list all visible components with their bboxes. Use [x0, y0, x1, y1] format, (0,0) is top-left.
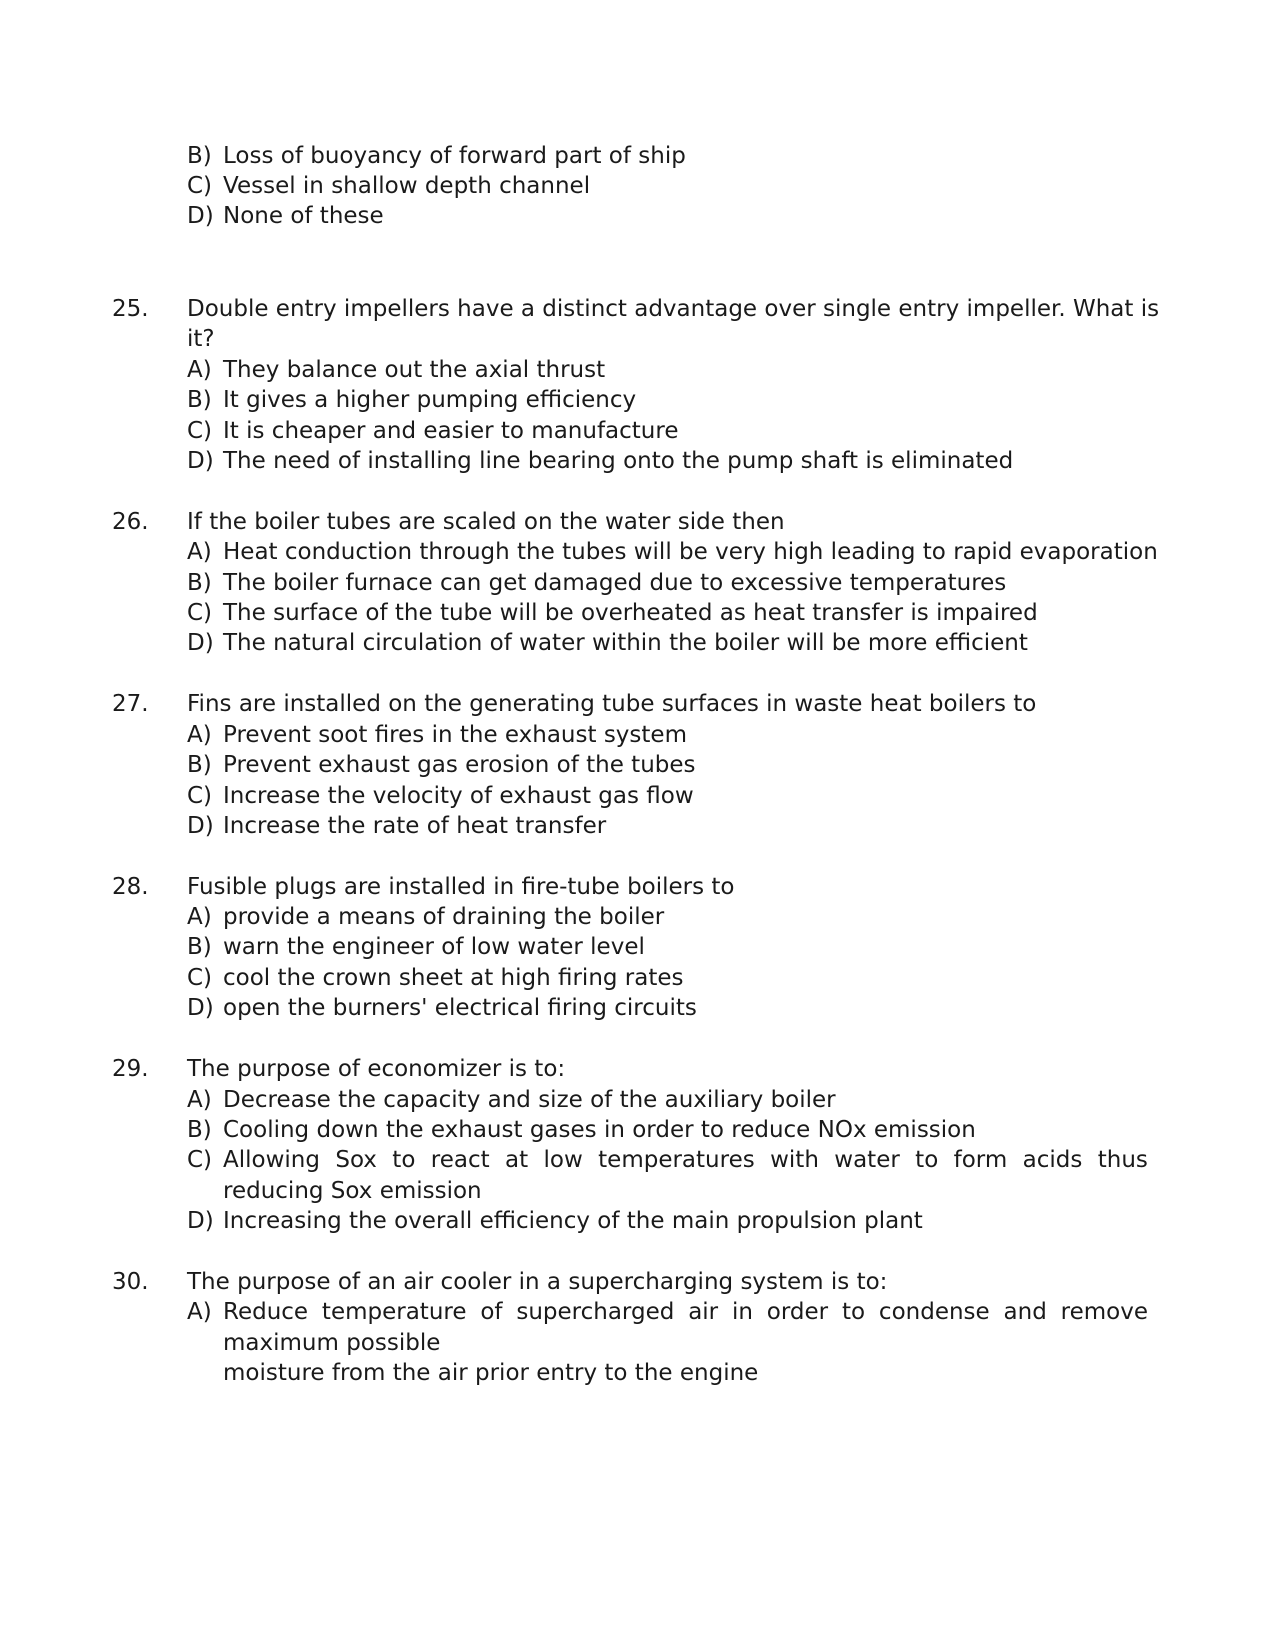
option-text: Heat conduction through the tubes will be very high leading to rapid evaporation: [223, 539, 1158, 565]
word: Sox: [335, 1147, 377, 1173]
word: of: [480, 1299, 503, 1325]
word: supercharged: [516, 1299, 675, 1325]
option-text: The natural circulation of water within the boiler will be more efficient: [223, 630, 1028, 656]
word: order: [766, 1299, 829, 1325]
option-letter: B): [187, 752, 212, 778]
word: temperatures: [598, 1147, 755, 1173]
word: temperature: [321, 1299, 467, 1325]
word: react: [430, 1147, 490, 1173]
word: with: [770, 1147, 819, 1173]
option-text: provide a means of draining the boiler: [223, 904, 665, 930]
word: Reduce: [223, 1299, 309, 1325]
option-letter: B): [187, 143, 212, 169]
word: in: [731, 1299, 753, 1325]
option-text-justified: [223, 1145, 1148, 1175]
question-text: Fins are installed on the generating tube surfaces in waste heat boilers to: [187, 691, 1037, 717]
option-text: It gives a higher pumping efficiency: [223, 387, 637, 413]
option-letter: A): [187, 904, 212, 930]
question-number: 26.: [112, 509, 149, 535]
question-number: 25.: [112, 296, 149, 322]
question-text: If the boiler tubes are scaled on the water side then: [187, 509, 785, 535]
word: acids: [1022, 1147, 1083, 1173]
option-text: It is cheaper and easier to manufacture: [223, 418, 679, 444]
option-text: warn the engineer of low water level: [223, 934, 645, 960]
option-letter: D): [187, 813, 214, 839]
option-letter: C): [187, 965, 213, 991]
option-letter: B): [187, 934, 212, 960]
word: form: [953, 1147, 1008, 1173]
option-letter: A): [187, 539, 212, 565]
word: to: [841, 1299, 866, 1325]
word: thus: [1097, 1147, 1148, 1173]
option-text: Increasing the overall efficiency of the main propulsion plant: [223, 1208, 923, 1234]
option-letter: A): [187, 357, 212, 383]
option-text-justified: [223, 1297, 1148, 1327]
option-text: Cooling down the exhaust gases in order to reduce NOx emission: [223, 1117, 976, 1143]
word: low: [543, 1147, 583, 1173]
option-text: reducing Sox emission: [223, 1178, 482, 1204]
option-letter: D): [187, 448, 214, 474]
option-letter: C): [187, 600, 213, 626]
option-letter: C): [187, 783, 213, 809]
option-text: Vessel in shallow depth channel: [223, 173, 591, 199]
option-letter: C): [187, 418, 213, 444]
word: air: [688, 1299, 719, 1325]
question-text: it?: [187, 326, 215, 352]
option-letter: B): [187, 387, 212, 413]
option-text: None of these: [223, 203, 384, 229]
option-letter: A): [187, 722, 212, 748]
option-text: The need of installing line bearing onto the pump shaft is eliminated: [223, 448, 1014, 474]
option-letter: D): [187, 1208, 214, 1234]
word: to: [392, 1147, 416, 1173]
option-letter: D): [187, 630, 214, 656]
option-letter: C): [187, 173, 213, 199]
word: at: [505, 1147, 529, 1173]
question-number: 28.: [112, 874, 149, 900]
option-text: Loss of buoyancy of forward part of ship: [223, 143, 686, 169]
option-letter: B): [187, 1117, 212, 1143]
option-text: The boiler furnace can get damaged due to excessive temperatures: [223, 570, 1007, 596]
option-text: Decrease the capacity and size of the auxiliary boiler: [223, 1087, 836, 1113]
option-text: moisture from the air prior entry to the engine: [223, 1360, 759, 1386]
word: water: [834, 1147, 900, 1173]
option-text: They balance out the axial thrust: [223, 357, 606, 383]
option-text: maximum possible: [223, 1330, 441, 1356]
question-text: The purpose of economizer is to:: [187, 1056, 566, 1082]
option-letter: B): [187, 570, 212, 596]
word: to: [915, 1147, 939, 1173]
option-text: Prevent soot fires in the exhaust system: [223, 722, 687, 748]
option-text: Increase the velocity of exhaust gas flow: [223, 783, 694, 809]
word: remove: [1060, 1299, 1148, 1325]
option-letter: A): [187, 1299, 212, 1325]
question-number: 30.: [112, 1269, 149, 1295]
option-text: Prevent exhaust gas erosion of the tubes: [223, 752, 696, 778]
question-text: Fusible plugs are installed in fire-tube boilers to: [187, 874, 735, 900]
word: Allowing: [223, 1147, 320, 1173]
word: and: [1003, 1299, 1047, 1325]
option-text: Increase the rate of heat transfer: [223, 813, 607, 839]
question-number: 29.: [112, 1056, 149, 1082]
option-text: cool the crown sheet at high firing rates: [223, 965, 684, 991]
question-text: The purpose of an air cooler in a supercharging system is to:: [187, 1269, 888, 1295]
option-letter: D): [187, 995, 214, 1021]
option-letter: D): [187, 203, 214, 229]
word: condense: [878, 1299, 990, 1325]
option-letter: A): [187, 1087, 212, 1113]
question-text: Double entry impellers have a distinct advantage over single entry impeller. What is: [187, 296, 1160, 322]
option-letter: C): [187, 1147, 213, 1173]
question-number: 27.: [112, 691, 149, 717]
option-text: open the burners' electrical firing circuits: [223, 995, 697, 1021]
option-text: The surface of the tube will be overheated as heat transfer is impaired: [223, 600, 1038, 626]
